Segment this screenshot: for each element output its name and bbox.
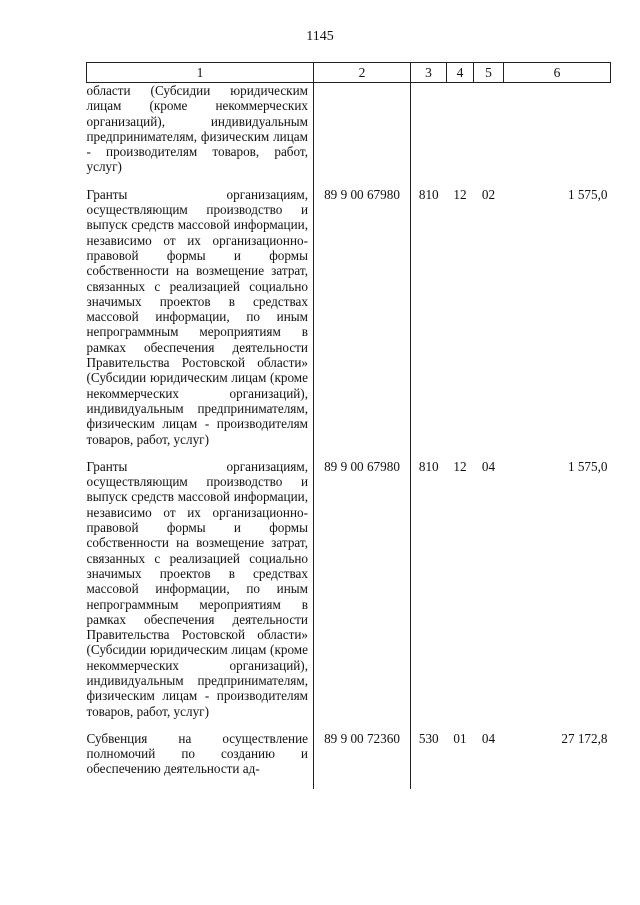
- row-vr-code: 810: [418, 458, 439, 474]
- row-rz-code: 12: [453, 186, 467, 202]
- row-pr-code: 02: [481, 186, 496, 202]
- page-number: 1145: [306, 29, 334, 44]
- row-name-text: Гранты организациям, осуществляющим производство и выпуск средств массовой информации, независимо от их организационно-правовой формы и формы собственности на возмещение затрат, связанных с реализацией социально значимых проектов в средствах массовой информации, по иным непрограммным мероприятиям в рамках обеспечения деятельности Правительства Ростовской области» (Субсидии юридическим лицам (кроме некоммерческих организаций), индивидуальным предпринимателям, физическим лицам - производителям товаров, работ, услуг): [87, 459, 314, 731]
- header-col-5: 5: [474, 63, 504, 83]
- table-row: [87, 731, 611, 789]
- table-row-continuation: [87, 83, 611, 187]
- row-rz-code: 01: [453, 730, 467, 746]
- table-header-row: [87, 63, 611, 83]
- header-col-2: 2: [314, 63, 411, 83]
- header-col-1: 1: [87, 63, 314, 83]
- row-vr-code: 530: [418, 730, 439, 746]
- row-name-text: Субвенция на осуществление полномочий по созданию и обеспечению деятельности ад-: [87, 731, 314, 789]
- row-rz-code: 12: [453, 458, 467, 474]
- row-csr-code: 89 9 00 67980: [314, 459, 411, 731]
- table-row: [87, 459, 611, 731]
- row-sum: 27 172,8: [561, 730, 608, 746]
- row-sum: 1 575,0: [567, 458, 608, 474]
- row-csr-code: 89 9 00 67980: [314, 187, 411, 459]
- header-col-6: 6: [504, 63, 611, 83]
- header-col-4: 4: [447, 63, 474, 83]
- row-csr-code: 89 9 00 72360: [314, 731, 411, 789]
- row-sum: 1 575,0: [567, 186, 608, 202]
- row-pr-code: 04: [481, 730, 496, 746]
- header-col-3: 3: [411, 63, 447, 83]
- budget-table: [86, 62, 611, 789]
- row-name-text: Гранты организациям, осуществляющим производство и выпуск средств массовой информации, независимо от их организационно-правовой формы и формы собственности на возмещение затрат, связанных с реализацией социально значимых проектов в средствах массовой информации, по иным непрограммным мероприятиям в рамках обеспечения деятельности Правительства Ростовской области» (Субсидии юридическим лицам (кроме некоммерческих организаций), индивидуальным предпринимателям, физическим лицам - производителям товаров, работ, услуг): [87, 187, 314, 459]
- row-pr-code: 04: [481, 458, 496, 474]
- row-vr-code: 810: [418, 186, 439, 202]
- row-name-text: области (Субсидии юридическим лицам (кроме некоммерческих организаций), индивидуальным предпринимателям, физическим лицам - производителям товаров, работ, услуг): [87, 83, 314, 187]
- table-row: [87, 187, 611, 459]
